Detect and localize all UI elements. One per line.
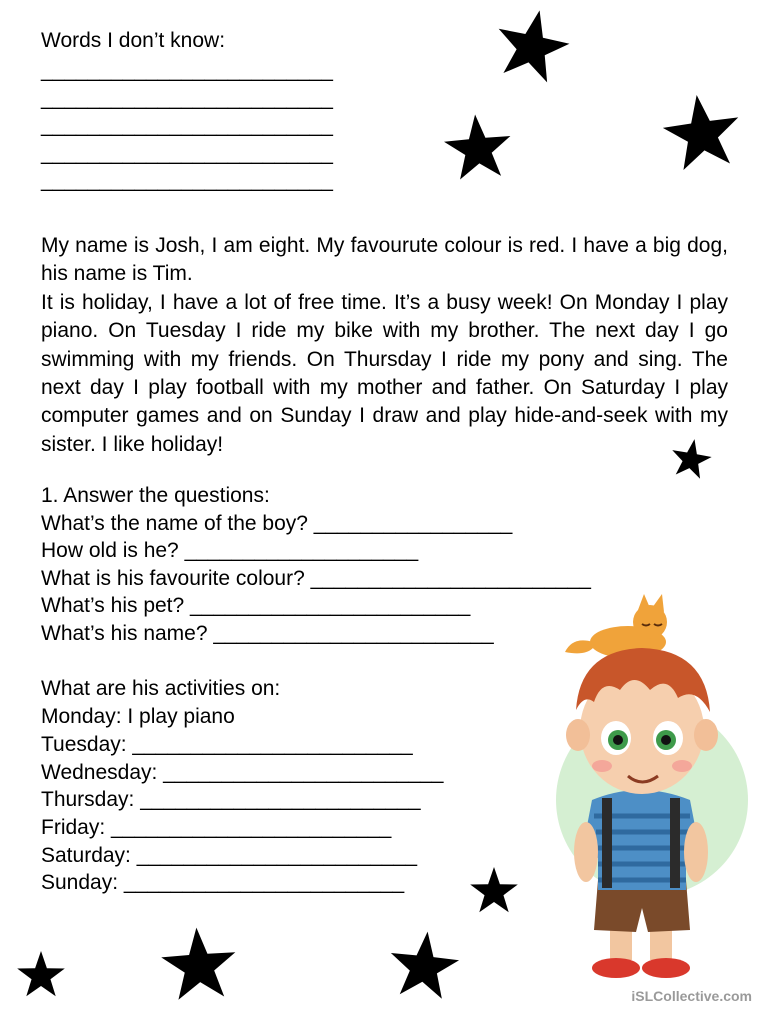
activity-item: Monday: I play piano	[41, 705, 235, 728]
story-paragraph-2: It is holiday, I have a lot of free time. It’s a busy week! On Monday I play piano. On Tuesday I ride my bike with my brother. The next day I go swimming with my friends. On Thursday I ride my pony and sing. The next day I play football with my mother and father. On Saturday I play computer games and on Sunday I draw and play hide-and-seek with my sister. I like holiday!	[41, 290, 728, 456]
activity-item[interactable]: Friday: ________________________	[41, 816, 392, 839]
star-icon	[16, 950, 66, 1000]
activity-item[interactable]: Saturday: ________________________	[41, 844, 418, 867]
vocab-blank-line[interactable]: _________________________	[41, 59, 333, 82]
question-item[interactable]: What’s his pet? ________________________	[41, 594, 471, 617]
star-icon	[494, 8, 570, 84]
activity-item[interactable]: Sunday: ________________________	[41, 871, 405, 894]
vocab-blank-line[interactable]: _________________________	[41, 141, 333, 165]
star-icon	[388, 930, 460, 1002]
vocab-blank-line[interactable]: _________________________	[41, 114, 333, 138]
vocab-blank-lines	[41, 57, 333, 195]
boy-with-cat-illustration	[510, 590, 760, 995]
activity-item[interactable]: Wednesday: ________________________	[41, 761, 444, 784]
watermark: iSLCollective.com	[631, 988, 752, 1004]
story-text	[41, 232, 728, 459]
questions-heading: 1. Answer the questions:	[41, 484, 270, 507]
question-item[interactable]: What is his favourite colour? ________________________	[41, 567, 591, 590]
question-item[interactable]: What’s the name of the boy? _________________	[41, 512, 513, 535]
question-item[interactable]: What’s his name? ________________________	[41, 622, 494, 645]
activities-heading: What are his activities on:	[41, 677, 281, 700]
story-paragraph-1: My name is Josh, I am eight. My favourute colour is red. I have a big dog, his name is Tim.	[41, 234, 728, 286]
activity-item[interactable]: Tuesday: ________________________	[41, 733, 413, 756]
star-icon	[670, 438, 712, 480]
star-icon	[662, 93, 742, 173]
star-icon	[160, 926, 238, 1004]
question-item[interactable]: How old is he? ____________________	[41, 539, 419, 562]
activity-item[interactable]: Thursday: ________________________	[41, 788, 421, 811]
vocab-blank-line[interactable]: _________________________	[41, 86, 333, 110]
vocab-blank-line[interactable]: _________________________	[41, 169, 333, 193]
vocab-title: Words I don’t know:	[41, 29, 226, 52]
star-icon	[443, 113, 513, 183]
